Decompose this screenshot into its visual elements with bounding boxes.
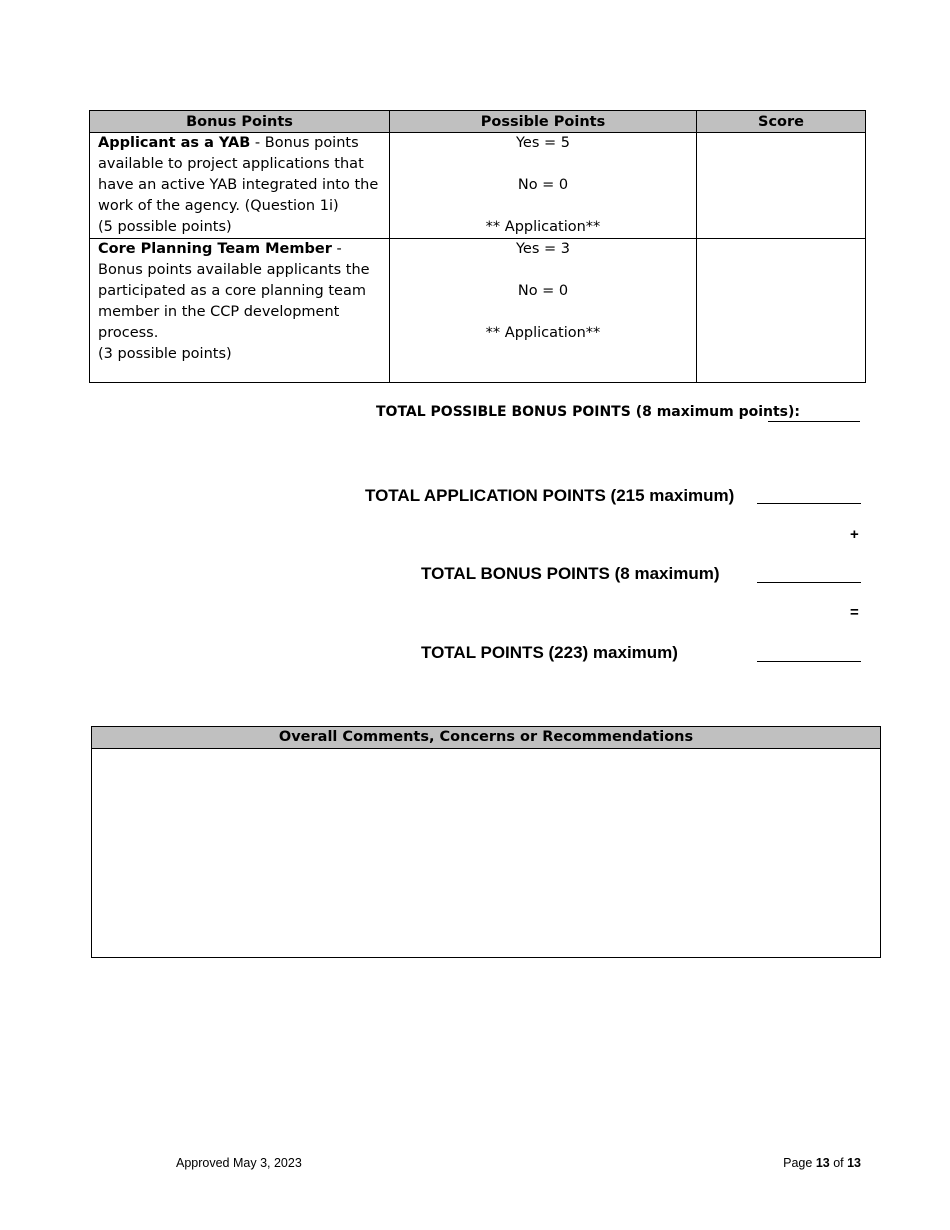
page-current: 13 xyxy=(815,1156,830,1170)
total-application-points-blank[interactable] xyxy=(757,503,861,504)
criteria-possible-note: (3 possible points) xyxy=(98,346,232,362)
approved-date: Approved May 3, 2023 xyxy=(176,1156,302,1170)
score-cell[interactable] xyxy=(697,239,866,383)
criteria-possible-note: (5 possible points) xyxy=(98,219,232,235)
yes-value: Yes = 5 xyxy=(516,135,570,151)
criteria-title: Core Planning Team Member xyxy=(98,241,332,257)
header-bonus-points: Bonus Points xyxy=(90,111,390,133)
total-points-blank[interactable] xyxy=(757,661,861,662)
criteria-title: Applicant as a YAB xyxy=(98,135,251,151)
header-possible-points: Possible Points xyxy=(390,111,697,133)
page-of: of xyxy=(829,1156,848,1170)
comments-header: Overall Comments, Concerns or Recommendations xyxy=(92,727,880,749)
bonus-points-table xyxy=(89,110,866,383)
source-note: ** Application** xyxy=(485,219,601,235)
criteria-description: - Bonus points available applicants the participated as a core planning team member in the CCP development process. xyxy=(98,241,370,341)
comments-body[interactable] xyxy=(92,749,880,957)
table-row xyxy=(90,133,866,239)
total-points-label: TOTAL POINTS (223) maximum) xyxy=(421,643,678,662)
source-note: ** Application** xyxy=(485,325,601,341)
total-application-points-label: TOTAL APPLICATION POINTS (215 maximum) xyxy=(365,486,735,505)
total-bonus-points-blank[interactable] xyxy=(757,582,861,583)
plus-sign: + xyxy=(850,526,859,543)
total-possible-bonus-label: TOTAL POSSIBLE BONUS POINTS (8 maximum points): xyxy=(376,404,801,420)
criteria-description: - Bonus points available to project applications that have an active YAB integrated into the work of the agency. (Question 1i) xyxy=(98,135,379,214)
yes-value: Yes = 3 xyxy=(516,241,570,257)
header-score: Score xyxy=(697,111,866,133)
equals-sign: = xyxy=(850,604,859,621)
comments-box xyxy=(91,726,881,958)
page-total: 13 xyxy=(847,1156,861,1170)
total-possible-bonus-blank[interactable] xyxy=(768,421,860,422)
criteria-cell xyxy=(90,239,390,383)
page-prefix: Page xyxy=(783,1156,816,1170)
no-value: No = 0 xyxy=(517,283,569,299)
possible-points-cell xyxy=(390,133,697,239)
table-row xyxy=(90,239,866,383)
total-bonus-points-label: TOTAL BONUS POINTS (8 maximum) xyxy=(421,564,720,583)
table-header-row xyxy=(90,111,866,133)
score-cell[interactable] xyxy=(697,133,866,239)
no-value: No = 0 xyxy=(517,177,569,193)
criteria-cell xyxy=(90,133,390,239)
page-number xyxy=(783,1156,861,1170)
possible-points-cell xyxy=(390,239,697,383)
